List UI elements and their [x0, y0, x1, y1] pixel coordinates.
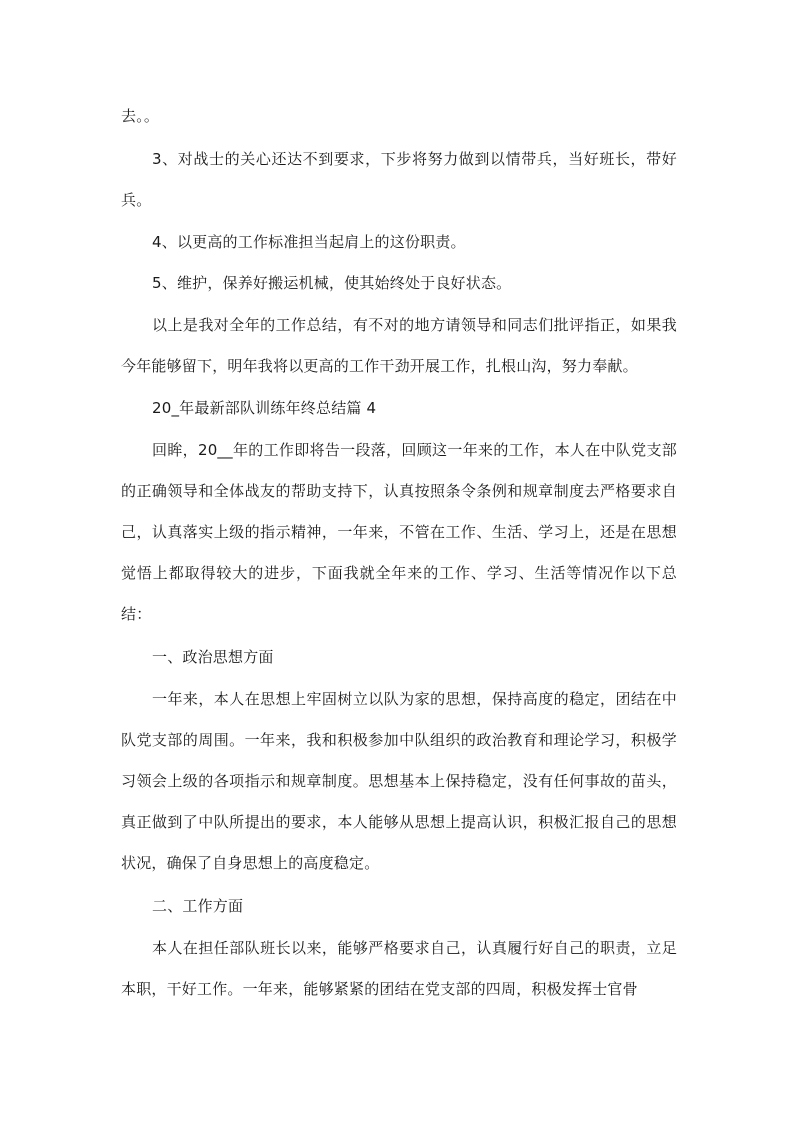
paragraph-item-4: 4、以更高的工作标准担当起肩上的这份职责。: [152, 233, 466, 251]
heading-political-thought: 一、政治思想方面: [152, 648, 274, 666]
section-heading-part-4: 20_年最新部队训练年终总结篇 4: [152, 399, 377, 417]
paragraph-item-3: 3、对战士的关心还达不到要求，下步将努力做到以情带兵，当好班长，带好兵。: [121, 150, 677, 209]
paragraph-conclusion: 以上是我对全年的工作总结，有不对的地方请领导和同志们批评指正，如果我今年能够留下，明年我将以更高的工作干劲开展工作，扎根山沟，努力奉献。: [121, 316, 677, 375]
heading-work: 二、工作方面: [152, 897, 244, 915]
paragraph-work: 本人在担任部队班长以来，能够严格要求自己，认真履行好自己的职责，立足本职，干好工作。一年来，能够紧紧的团结在党支部的四周，积极发挥士官骨: [121, 939, 677, 998]
paragraph-continuation: 去。。: [121, 107, 160, 125]
paragraph-item-5: 5、维护，保养好搬运机械，使其始终处于良好状态。: [152, 274, 512, 292]
paragraph-intro: 回眸，20__年的工作即将告一段落，回顾这一年来的工作，本人在中队党支部的正确领导和全体战友的帮助支持下，认真按照条令条例和规章制度去严格要求自己，认真落实上级的指示精神，一年来，不管在工作、生活、学习上，还是在思想觉悟上都取得较大的进步，下面我就全年来的工作、学习、生活等情况作以下总结：: [121, 441, 677, 623]
paragraph-political-thought: 一年来，本人在思想上牢固树立以队为家的思想，保持高度的稳定，团结在中队党支部的周围。一年来，我和积极参加中队组织的政治教育和理论学习，积极学习领会上级的各项指示和规章制度。思想基本上保持稳定，没有任何事故的苗头，真正做到了中队所提出的要求，本人能够从思想上提高认识，积极汇报自己的思想状况，确保了自身思想上的高度稳定。: [121, 690, 677, 872]
